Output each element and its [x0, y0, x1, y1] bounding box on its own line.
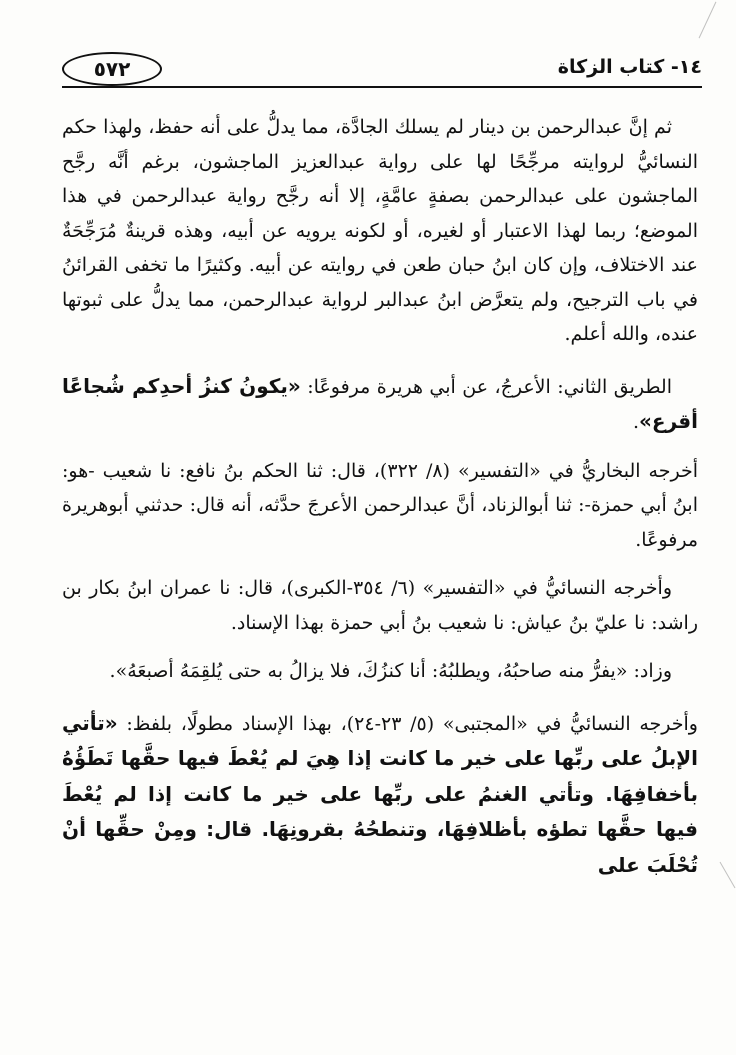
- paragraph-5: وزاد: «يفرُّ منه صاحبُهُ، ويطلبُهُ: أنا كنزُكَ، فلا يزالُ به حتى يُلقِمَهُ أصبعَهُ».: [109, 660, 672, 682]
- paragraph-1: ثم إنَّ عبدالرحمن بن دينار لم يسلك الجادَّة، مما يدلُّ على أنه حفظ، ولهذا حكم النسائيُّ لروايته مرجِّحًا لها على رواية عبدالعزيز الماجشون، برغم أنَّه رجَّح الماجشون على عبدالرحمن بصفةٍ عامَّةٍ، إلا أنه رجَّح رواية عبدالرحمن في هذا الموضع؛ ربما لهذا الاعتبار أو لغيره، أو لكونه يرويه عن أبيه، وهذه قرينةٌ مُرَجِّحَةٌ عند الاختلاف، وإن كان ابنُ حبان طعن في روايته عن أبيه. وكثيرًا ما تخفى القرائنُ في باب الترجيح، ولم يتعرَّض ابنُ عبدالبر لرواية عبدالرحمن، مما يدلُّ على ثبوتها عنده، والله أعلم.: [62, 116, 698, 345]
- hadith-text-2: «تأتي الإبلُ على ربِّها على خير ما كانت إذا هِيَ لم يُعْطَ فيها حقَّها تَطَؤُهُ بأخفافِهَا. وتأتي الغنمُ على ربِّها على خير ما كانت إذا لم يُعْطَ فيها حقَّها تطؤه بأظلافِهَا، وتنطحُهُ بقرونِهَا. قال: ومِنْ حقِّها أنْ تُحْلَبَ على: [62, 710, 698, 877]
- paragraph-3: أخرجه البخاريُّ في «التفسير» (٨/ ٣٢٢)، قال: ثنا الحكم بنُ نافع: نا شعيب -هو: ابنُ أبي حمزة-: ثنا أبوالزناد، أنَّ عبدالرحمن الأعرجَ حدَّثه، أنه قال: حدثني أبوهريرة مرفوعًا.: [62, 459, 698, 551]
- hadith-text-1: «يكونُ كنزُ أحدِكم شُجاعًا أقرع»: [62, 373, 698, 433]
- running-head: ١٤- كتاب الزكاة: [557, 56, 702, 78]
- body-text: [62, 110, 698, 900]
- paragraph-6: [62, 706, 698, 884]
- paragraph-2-tail: .: [632, 411, 640, 433]
- paragraph-2: [62, 369, 698, 440]
- page-number: ٥٧٢: [62, 52, 162, 86]
- scan-mark: [699, 2, 717, 39]
- paragraph-4: وأخرجه النسائيُّ في «التفسير» (٦/ ٣٥٤-الكبرى)، قال: نا عمران ابنُ بكار بن راشد: نا عليّ بنُ عياش: نا شعيب بنُ أبي حمزة بهذا الإسناد.: [62, 577, 698, 634]
- paragraph-2-lead: الطريق الثاني: الأعرجُ، عن أبي هريرة مرفوعًا:: [300, 375, 673, 398]
- page-header: [62, 52, 702, 92]
- scan-mark: [720, 862, 736, 888]
- paragraph-6-lead: وأخرجه النسائيُّ في «المجتبى» (٥/ ٢٣-٢٤)، بهذا الإسناد مطولًا، بلفظ:: [117, 712, 698, 735]
- header-rule: [62, 86, 702, 88]
